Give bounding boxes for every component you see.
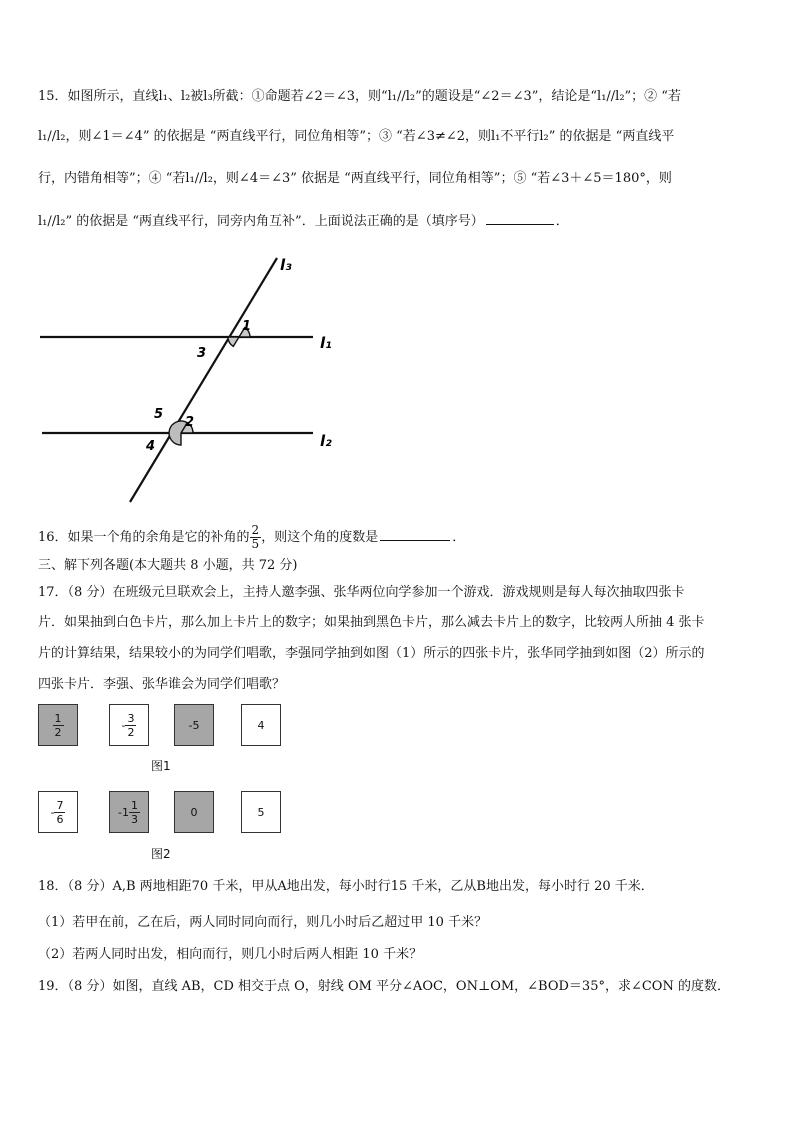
- q16-after: ，则这个角的度数是: [261, 530, 379, 545]
- q15-line4: [38, 212, 569, 231]
- angle-label-4: 4: [146, 439, 156, 454]
- q19-line1: 19．（8 分）如图，直线 AB，CD 相交于点 O，射线 OM 平分∠AOC，ON⊥OM，∠BOD＝35°，求∠CON 的度数．: [38, 979, 730, 994]
- angle-label-3: 3: [197, 346, 207, 361]
- q17-line2: 片．如果抽到白色卡片，那么加上卡片上的数字；如果抽到黑色卡片，那么减去卡片上的数字，比较两人所抽 4 张卡: [38, 615, 705, 630]
- fig2-card2-num: 1: [130, 798, 138, 812]
- fig1-card2-den: 2: [127, 725, 135, 739]
- q16-frac-num: 2: [251, 523, 260, 537]
- label-l1: l₁: [320, 334, 332, 352]
- q15-line2: l₁//l₂，则∠1＝∠4” 的依据是 “两直线平行，同位角相等”；③ “若∠3≠∠2，则l₁不平行l₂” 的依据是 “两直线平: [38, 129, 675, 144]
- fig2-card-1: [38, 791, 78, 833]
- fig2-card2-fraction: [129, 799, 140, 826]
- angle-label-2: 2: [185, 415, 195, 430]
- q16-line: [38, 523, 465, 553]
- fig1-card2-fraction: [125, 712, 136, 739]
- q18-line2: （1）若甲在前，乙在后，两人同时同向而行，则几小时后乙超过甲 10 千米？: [38, 915, 488, 930]
- fig1-card-1: [38, 704, 78, 746]
- answer-blank: [380, 528, 450, 541]
- fig1-card2-sign: -: [121, 718, 126, 732]
- fig1-card2-num: 3: [127, 711, 135, 725]
- q16-frac-den: 5: [251, 537, 260, 551]
- q15-line4-end: ．: [555, 214, 569, 229]
- answer-blank: [486, 212, 554, 225]
- q16-fraction: [250, 524, 262, 551]
- q16-before: 16．如果一个角的余角是它的补角的: [38, 530, 250, 545]
- section-heading: 三、解下列各题(本大题共 8 小题，共 72 分): [38, 558, 298, 573]
- fig2-card2-whole: -1: [118, 805, 129, 819]
- angle-label-1: 1: [242, 319, 252, 334]
- label-l2: l₂: [320, 432, 332, 450]
- angle-label-5: 5: [154, 407, 164, 422]
- q18-line1: 18．（8 分）A,B 两地相距70 千米，甲从A地出发，每小时行15 千米，乙从B地出发，每小时行 20 千米．: [38, 879, 654, 894]
- q15-line3: 行，内错角相等”；④ “若l₁//l₂，则∠4＝∠3” 依据是 “两直线平行，同位角相等”；⑤ “若∠3＋∠5＝180°，则: [38, 171, 672, 186]
- q17-line1: 17．（8 分）在班级元旦联欢会上，主持人邀李强、张华两位向学参加一个游戏．游戏规则是每人每次抽取四张卡: [38, 585, 685, 600]
- q18-line3: （2）若两人同时出发，相向而行，则几小时后两人相距 10 千米？: [38, 947, 423, 962]
- fig2-caption: 图2: [151, 847, 171, 861]
- fig2-card1-den: 6: [56, 812, 64, 826]
- fig2-card1-sign: -: [50, 805, 55, 819]
- fig1-card1-fraction: [53, 712, 64, 739]
- label-l3: l₃: [280, 256, 292, 274]
- fig2-card1-num: 7: [56, 798, 64, 812]
- fig1-card1-den: 2: [54, 725, 62, 739]
- parallel-lines-figure: [30, 250, 360, 510]
- fig2-card-4: 5: [241, 791, 281, 833]
- fig1-card-4: 4: [241, 704, 281, 746]
- fig1-card1-num: 1: [54, 711, 62, 725]
- q17-line3: 片的计算结果，结果较小的为同学们唱歌，李强同学抽到如图（1）所示的四张卡片，张华同学抽到如图（2）所示的: [38, 646, 705, 661]
- q15-line1: 15．如图所示，直线l₁、l₂被l₃所截：①命题若∠2＝∠3，则“l₁//l₂”的题设是“∠2＝∠3”，结论是“l₁//l₂”；② “若: [38, 89, 681, 104]
- fig2-card1-fraction: [54, 799, 65, 826]
- fig2-card2-den: 3: [130, 812, 138, 826]
- q17-line4: 四张卡片．李强、张华谁会为同学们唱歌？: [38, 677, 286, 692]
- fig2-card-3: 0: [174, 791, 214, 833]
- angle-3-arc: [228, 337, 239, 346]
- fig1-caption: 图1: [151, 759, 171, 773]
- q16-end: ．: [452, 530, 466, 545]
- fig1-card-2: [109, 704, 149, 746]
- q15-line4-text: l₁//l₂” 的依据是 “两直线平行，同旁内角互补”．上面说法正确的是（填序号）: [38, 214, 484, 229]
- fig1-card-3: -5: [174, 704, 214, 746]
- fig2-card-2: [109, 791, 149, 833]
- line-l3: [130, 258, 277, 502]
